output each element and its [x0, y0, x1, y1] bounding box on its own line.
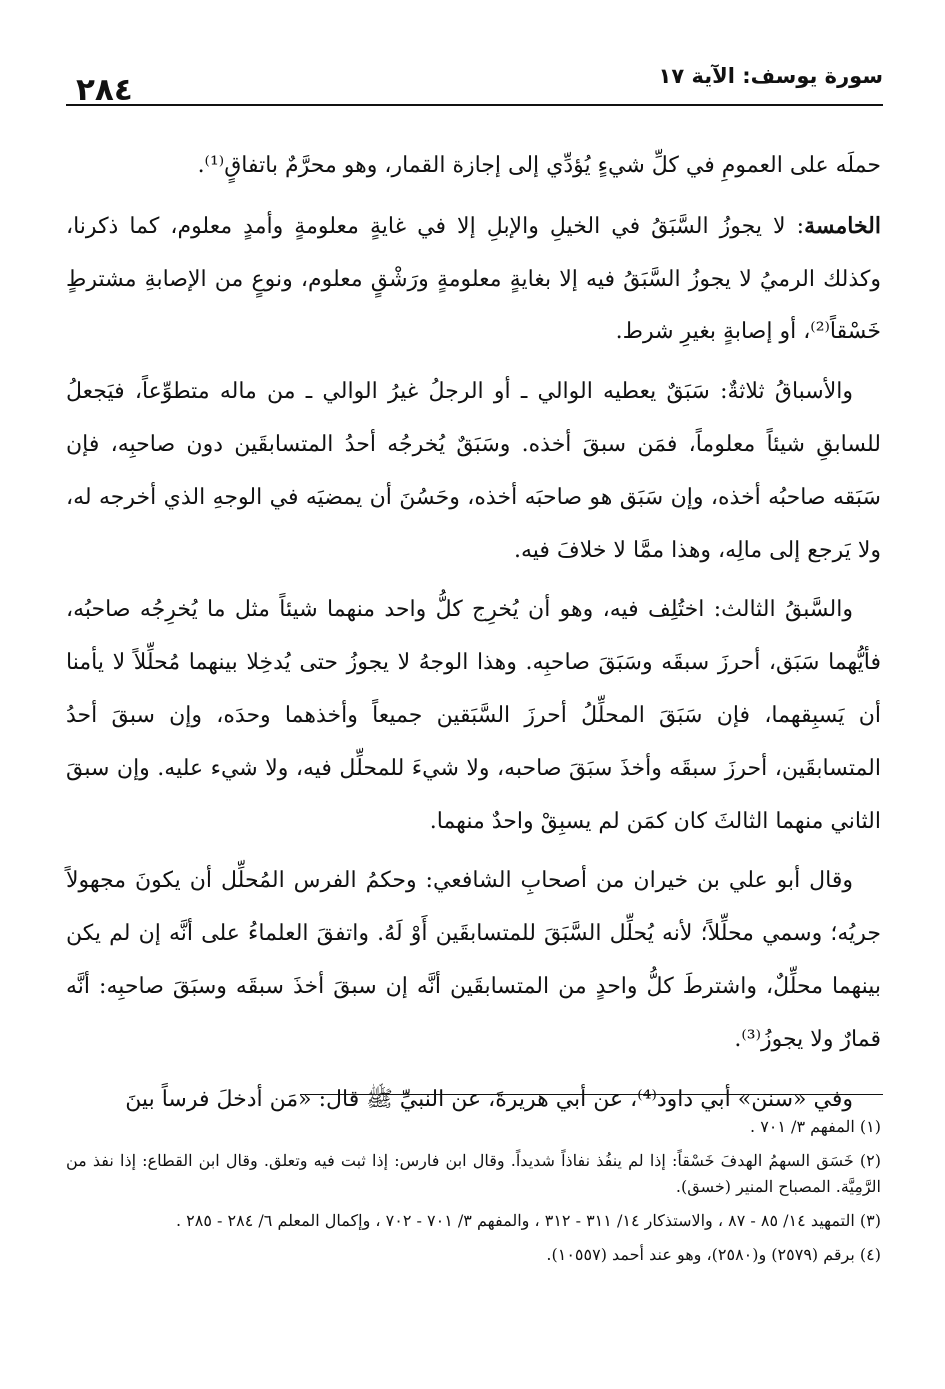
paragraph: وقال أبو علي بن خيران من أصحابِ الشافعي: وحكمُ الفرس المُحلِّل أن يكونَ مجهولاً جريُه؛ وسمي محلِّلاً؛ لأنه يُحلِّل السَّبَقَ للمتسابقَين أَوْ لَهُ. واتفقَ العلماءُ على أنَّه إن لم يكن بينهما محلِّلٌ، واشترطَ كلُّ واحدٍ من المتسابقَين أنَّه إن سبقَ أخذَ سبقَه وسبَقَ صاحبِه: أنَّه قمارٌ ولا يجوزُ⁽³⁾. [66, 868, 881, 1052]
paragraph: وفي «سنن» أبي داود⁽⁴⁾، عن أبي هريرةَ، عن النبيِّ ﷺ قال: «مَن أدخلَ فرساً بينَ [125, 1086, 853, 1112]
paragraph-text: : لا يجوزُ السَّبَقُ في الخيلِ والإبلِ إلا في غايةٍ معلومةٍ وأمدٍ معلوم، كما ذكرنا، وكذلك الرميُ لا يجوزُ السَّبَقُ فيه إلا بغايةٍ معلومةٍ ورَشْقٍ معلوم، ونوعٍ من الإصابةِ مشترطٍ خَسْقاً⁽²⁾، أو إصابةٍ بغيرِ شرط. [66, 213, 881, 345]
footnotes [66, 1114, 881, 1276]
paragraph: والسَّبقُ الثالث: اختُلِف فيه، وهو أن يُخرِج كلُّ واحد منهما شيئاً مثل ما يُخرِجُه صاحبُه، فأيُّهما سَبَق، أحرزَ سبقَه وسَبَقَ صاحبِه. وهذا الوجهُ لا يجوزُ حتى يُدخِلا بينهما مُحلِّلاً لا يأمنا أن يَسبِقهما، فإن سَبَقَ المحلِّلُ أحرزَ السَّبَقين جميعاً وأخذهما وحدَه، وإن سبقَ أحدُ المتسابقَين، أحرزَ سبقَه وأخذَ سبَقَ صاحبه، ولا شيءَ للمحلِّل فيه، ولا شيء عليه. وإن سبقَ الثاني منهما الثالثَ كان كمَن لم يسبِقْ واحدٌ منهما. [66, 597, 881, 834]
footnote: (٤) برقم (٢٥٧٩) و(٢٥٨٠)، وهو عند أحمد (١٠٥٥٧). [546, 1245, 881, 1264]
paragraph-lead-word: الخامسة [804, 212, 881, 239]
page-header [66, 64, 883, 106]
footnote: (١) المفهم ٣/ ٧٠١ . [750, 1117, 881, 1136]
running-title: سورة يوسف: الآية ١٧ [658, 64, 883, 88]
footnote-separator [300, 1094, 883, 1095]
main-text [66, 140, 881, 1133]
footnote: (٣) التمهيد ١٤/ ٨٥ - ٨٧ ، والاستذكار ١٤/ ٣١١ - ٣١٢ ، والمفهم ٣/ ٧٠١ - ٧٠٢ ، وإكمال المعلم ٦/ ٢٨٤ - ٢٨٥ . [175, 1211, 881, 1230]
footnote: (٢) خَسَق السهمُ الهدفَ خَسْقاً: إذا لم ينفُذ نفاذاً شديداً. وقال ابن فارس: إذا ثبت فيه وتعلق. وقال ابن القطاع: إذا نفذ من الرَّمِيَّة. المصباح المنير (خسق). [66, 1151, 881, 1196]
paragraph: والأسباقُ ثلاثةٌ: سَبَقٌ يعطيه الوالي ـ أو الرجلُ غيرُ الوالي ـ من ماله متطوِّعاً، فيَجعلُ للسابقِ شيئاً معلوماً، فمَن سبقَ أخذه. وسَبَقٌ يُخرجُه أحدُ المتسابقَين دون صاحبِه، فإن سَبَقه صاحبُه أخذه، وإن سَبَق هو صاحبَه أخذه، وحَسُنَ أن يمضيَه في الوجهِ الذي أخرجه له، ولا يَرجع إلى مالِه، وهذا ممَّا لا خلافَ فيه. [66, 379, 881, 563]
paragraph [66, 200, 881, 359]
page-number: ٢٨٤ [76, 72, 133, 108]
paragraph: حملَه على العمومِ في كلِّ شيءٍ يُؤدِّي إلى إجازة القمار، وهو محرَّمٌ باتفاقٍ⁽¹⁾. [197, 153, 881, 178]
